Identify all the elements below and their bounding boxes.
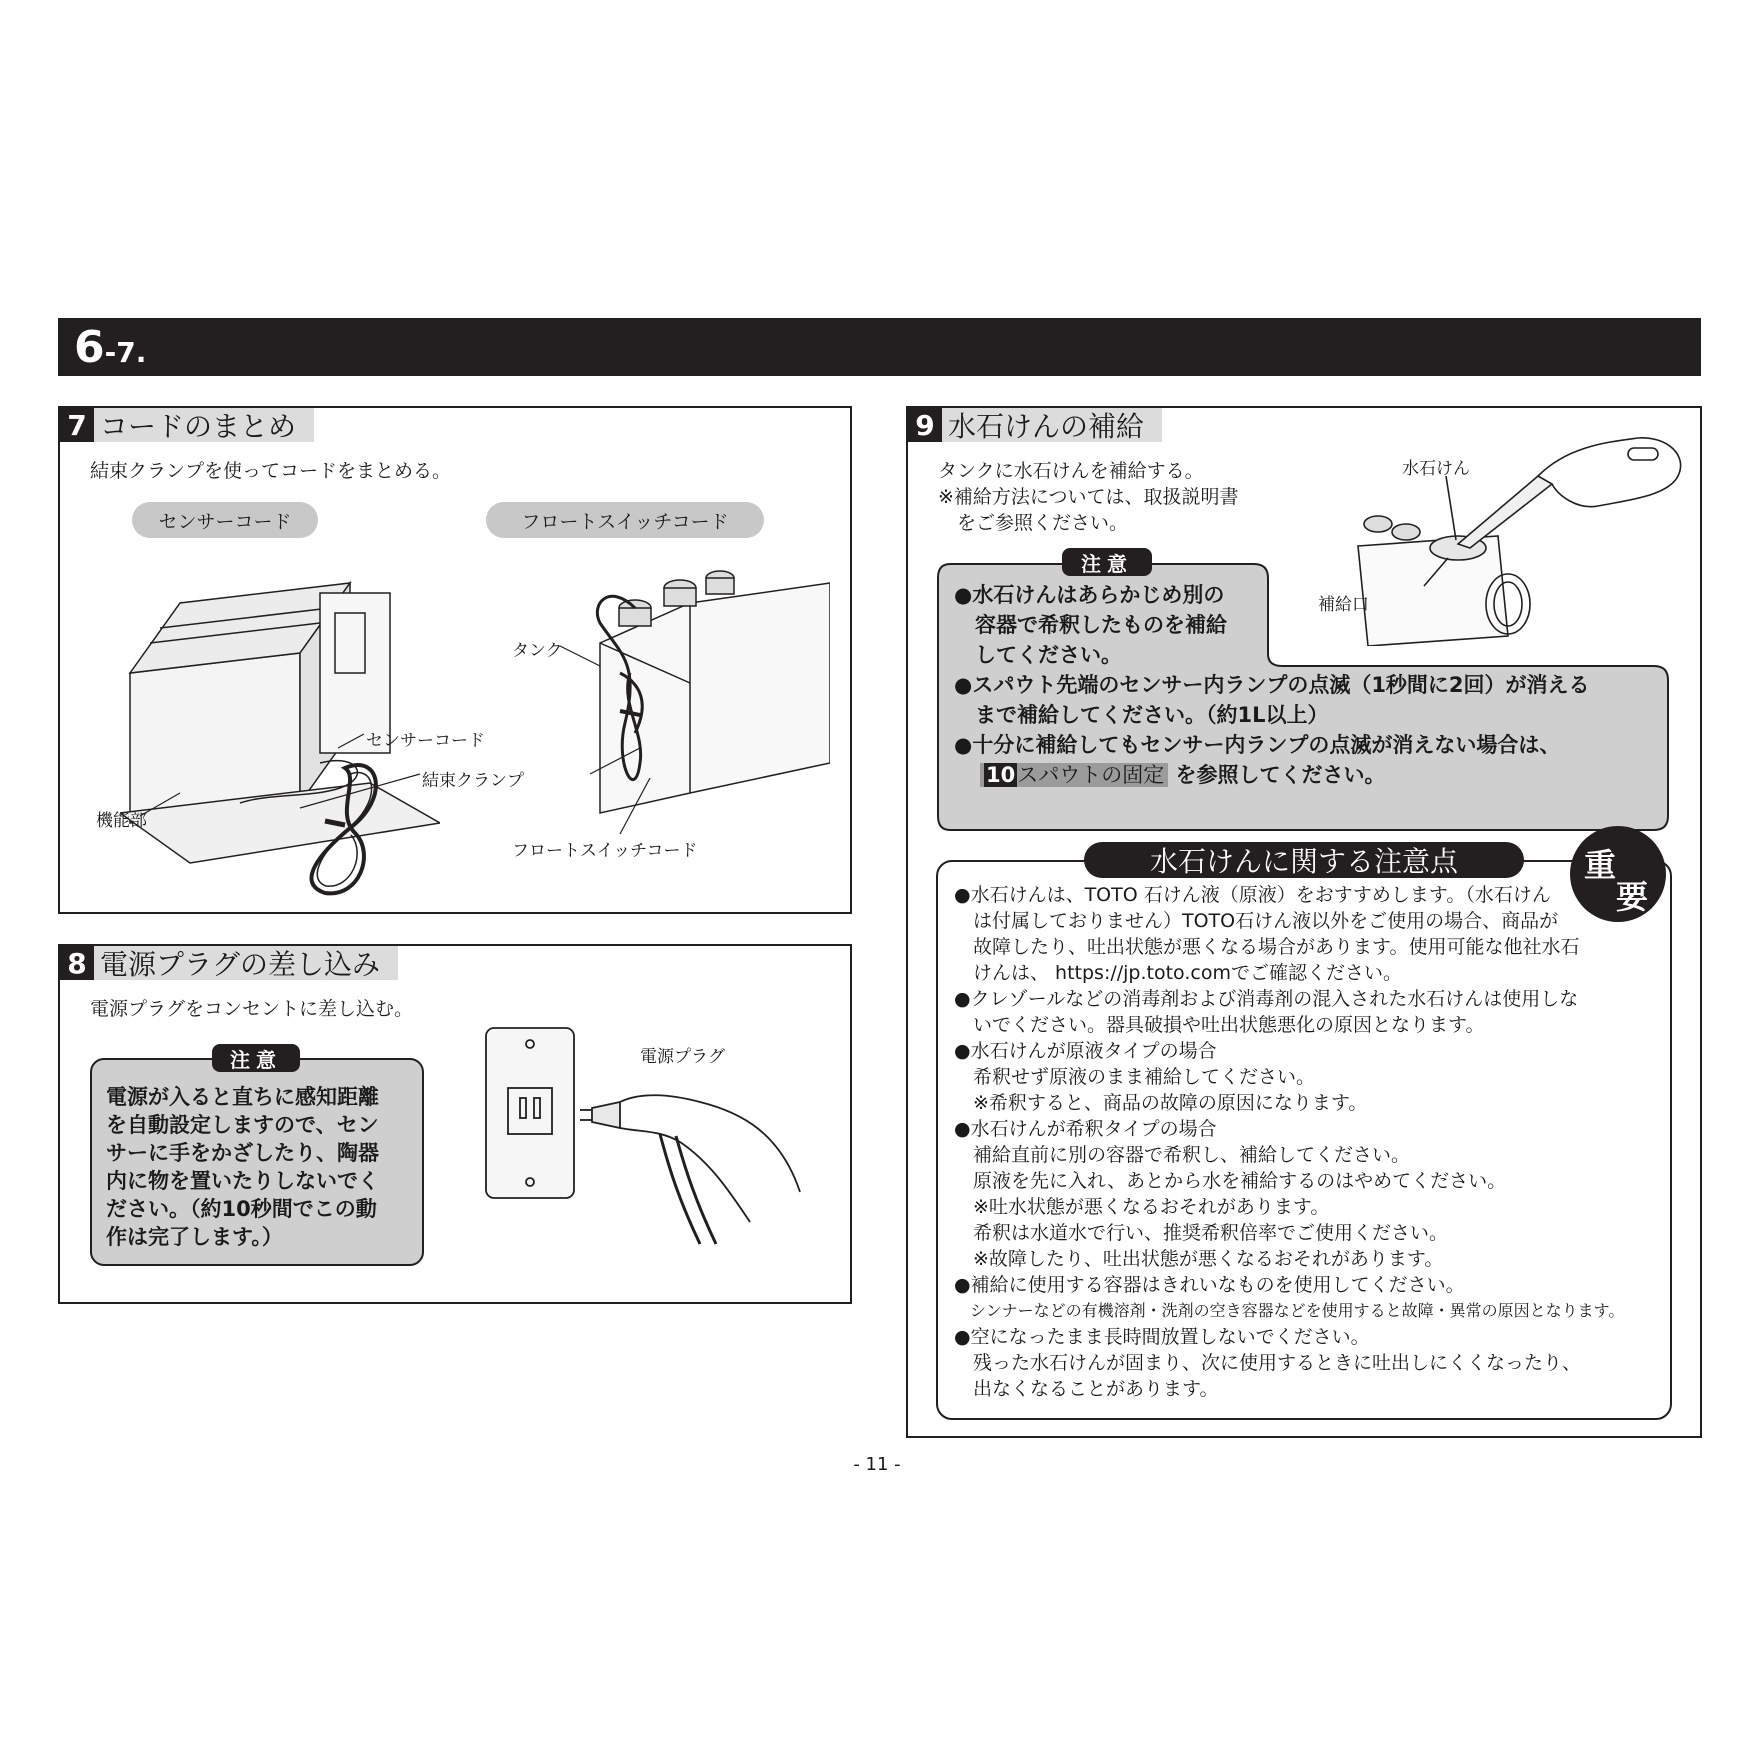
section-7-instruction: 結束クランプを使ってコードをまとめる。 bbox=[90, 460, 452, 482]
note-line: シンナーなどの有機溶剤・洗剤の空き容器などを使用すると故障・異常の原因となります。 bbox=[954, 1301, 1625, 1320]
note-line: 出なくなることがあります。 bbox=[954, 1378, 1219, 1400]
chapter-header-bar bbox=[58, 318, 1701, 376]
caution-9-line-3: してください。 bbox=[954, 643, 1122, 667]
section-9-caution-tag: 注意 bbox=[1062, 548, 1152, 576]
caution-9-line-4: ●スパウト先端のセンサー内ランプの点滅（1秒間に2回）が消える bbox=[954, 673, 1590, 697]
note-line: ●空になったまま長時間放置しないでください。 bbox=[954, 1326, 1370, 1348]
note-line: 補給直前に別の容器で希釈し、補給してください。 bbox=[954, 1144, 1411, 1166]
pill-float-switch-cord: フロートスイッチコード bbox=[486, 502, 764, 538]
caution-8-line-3: サーに手をかざしたり、陶器 bbox=[106, 1141, 379, 1165]
section-8-heading: 電源プラグの差し込み bbox=[100, 948, 381, 981]
label-refill-port: 補給口 bbox=[1318, 595, 1369, 615]
caution-8-line-5: ださい。（約10秒間でこの動 bbox=[106, 1197, 377, 1221]
section-8-number: 8 bbox=[60, 946, 94, 980]
page-number: - 11 - bbox=[853, 1454, 901, 1475]
section-9-heading: 水石けんの補給 bbox=[948, 410, 1145, 443]
note-line: ※吐水状態が悪くなるおそれがあります。 bbox=[954, 1196, 1330, 1218]
label-liquid-soap: 水石けん bbox=[1402, 459, 1470, 479]
label-function-unit: 機能部 bbox=[96, 811, 147, 831]
section-8-title bbox=[60, 946, 398, 980]
caution-9-line-5: まで補給してください。（約1L以上） bbox=[954, 703, 1329, 727]
caution-9-reference: 10スパウトの固定 を参照してください。 bbox=[980, 760, 1386, 790]
label-power-plug: 電源プラグ bbox=[640, 1047, 725, 1067]
note-line: は付属しておりません）TOTO石けん液以外をご使用の場合、商品が bbox=[954, 910, 1559, 932]
note-line: ●水石けんが希釈タイプの場合 bbox=[954, 1118, 1217, 1140]
section-9-intro-2: ※補給方法については、取扱説明書 bbox=[938, 486, 1239, 508]
section-8-panel bbox=[58, 944, 852, 1304]
pill-sensor-cord: センサーコード bbox=[132, 502, 318, 538]
label-float-switch-cord: フロートスイッチコード bbox=[512, 841, 698, 861]
caution-9-line-1: ●水石けんはあらかじめ別の bbox=[954, 583, 1225, 607]
section-7-number: 7 bbox=[60, 408, 94, 442]
caution-8-line-1: 電源が入ると直ちに感知距離 bbox=[106, 1085, 379, 1109]
section-9-title bbox=[908, 408, 1162, 442]
note-line: 残った水石けんが固まり、次に使用するときに吐出しにくくなったり、 bbox=[954, 1352, 1582, 1374]
section-8-instruction: 電源プラグをコンセントに差し込む。 bbox=[90, 998, 414, 1020]
caution-8-line-6: 作は完了します。） bbox=[106, 1225, 283, 1249]
section-9-intro-1: タンクに水石けんを補給する。 bbox=[938, 460, 1204, 482]
note-line: いでください。器具破損や吐出状態悪化の原因となります。 bbox=[954, 1014, 1485, 1036]
section-9-intro-3: をご参照ください。 bbox=[938, 512, 1129, 534]
leader-lines bbox=[60, 408, 850, 912]
section-9-panel bbox=[906, 406, 1702, 1438]
important-badge bbox=[1570, 826, 1666, 922]
note-line: ●水石けんが原液タイプの場合 bbox=[954, 1040, 1217, 1062]
caution-8-line-2: を自動設定しますので、セン bbox=[106, 1113, 379, 1137]
note-line: ※希釈すると、商品の故障の原因になります。 bbox=[954, 1092, 1368, 1114]
note-line: 希釈は水道水で行い、推奨希釈倍率でご使用ください。 bbox=[954, 1222, 1449, 1244]
section-7-panel bbox=[58, 406, 852, 914]
note-line: 希釈せず原液のまま補給してください。 bbox=[954, 1066, 1316, 1088]
important-badge-char-2: 要 bbox=[1616, 878, 1649, 916]
caution-9-line-6: ●十分に補給してもセンサー内ランプの点滅が消えない場合は、 bbox=[954, 733, 1561, 757]
label-binding-clamp: 結束クランプ bbox=[422, 771, 524, 791]
note-line: 原液を先に入れ、あとから水を補給するのはやめてください。 bbox=[954, 1170, 1507, 1192]
section-9-number: 9 bbox=[908, 408, 942, 442]
reference-spout-fixing: 10スパウトの固定 bbox=[980, 763, 1168, 787]
caution-9-line-2: 容器で希釈したものを補給 bbox=[954, 613, 1227, 637]
note-line: ●補給に使用する容器はきれいなものを使用してください。 bbox=[954, 1274, 1465, 1296]
important-badge-char-1: 重 bbox=[1584, 846, 1617, 884]
note-line: けんは、 https://jp.toto.comでご確認ください。 bbox=[954, 962, 1402, 984]
soap-notes-title: 水石けんに関する注意点 bbox=[1084, 842, 1524, 878]
label-tank: タンク bbox=[512, 641, 563, 661]
section-8-caution-tag: 注意 bbox=[212, 1044, 300, 1072]
section-8-caution-box bbox=[90, 1058, 424, 1266]
note-line: ●クレゾールなどの消毒剤および消毒剤の混入された水石けんは使用しな bbox=[954, 988, 1579, 1010]
section-7-heading: コードのまとめ bbox=[100, 410, 297, 443]
note-line: ※故障したり、吐出状態が悪くなるおそれがあります。 bbox=[954, 1248, 1444, 1270]
note-line: 故障したり、吐出状態が悪くなる場合があります。使用可能な他社水石 bbox=[954, 936, 1580, 958]
chapter-number: 6-7. bbox=[74, 322, 147, 373]
caution-8-line-4: 内に物を置いたりしないでく bbox=[106, 1169, 379, 1193]
note-line: ●水石けんは、TOTO 石けん液（原液）をおすすめします。（水石けん bbox=[954, 884, 1551, 906]
label-sensor-cord: センサーコード bbox=[366, 731, 485, 751]
